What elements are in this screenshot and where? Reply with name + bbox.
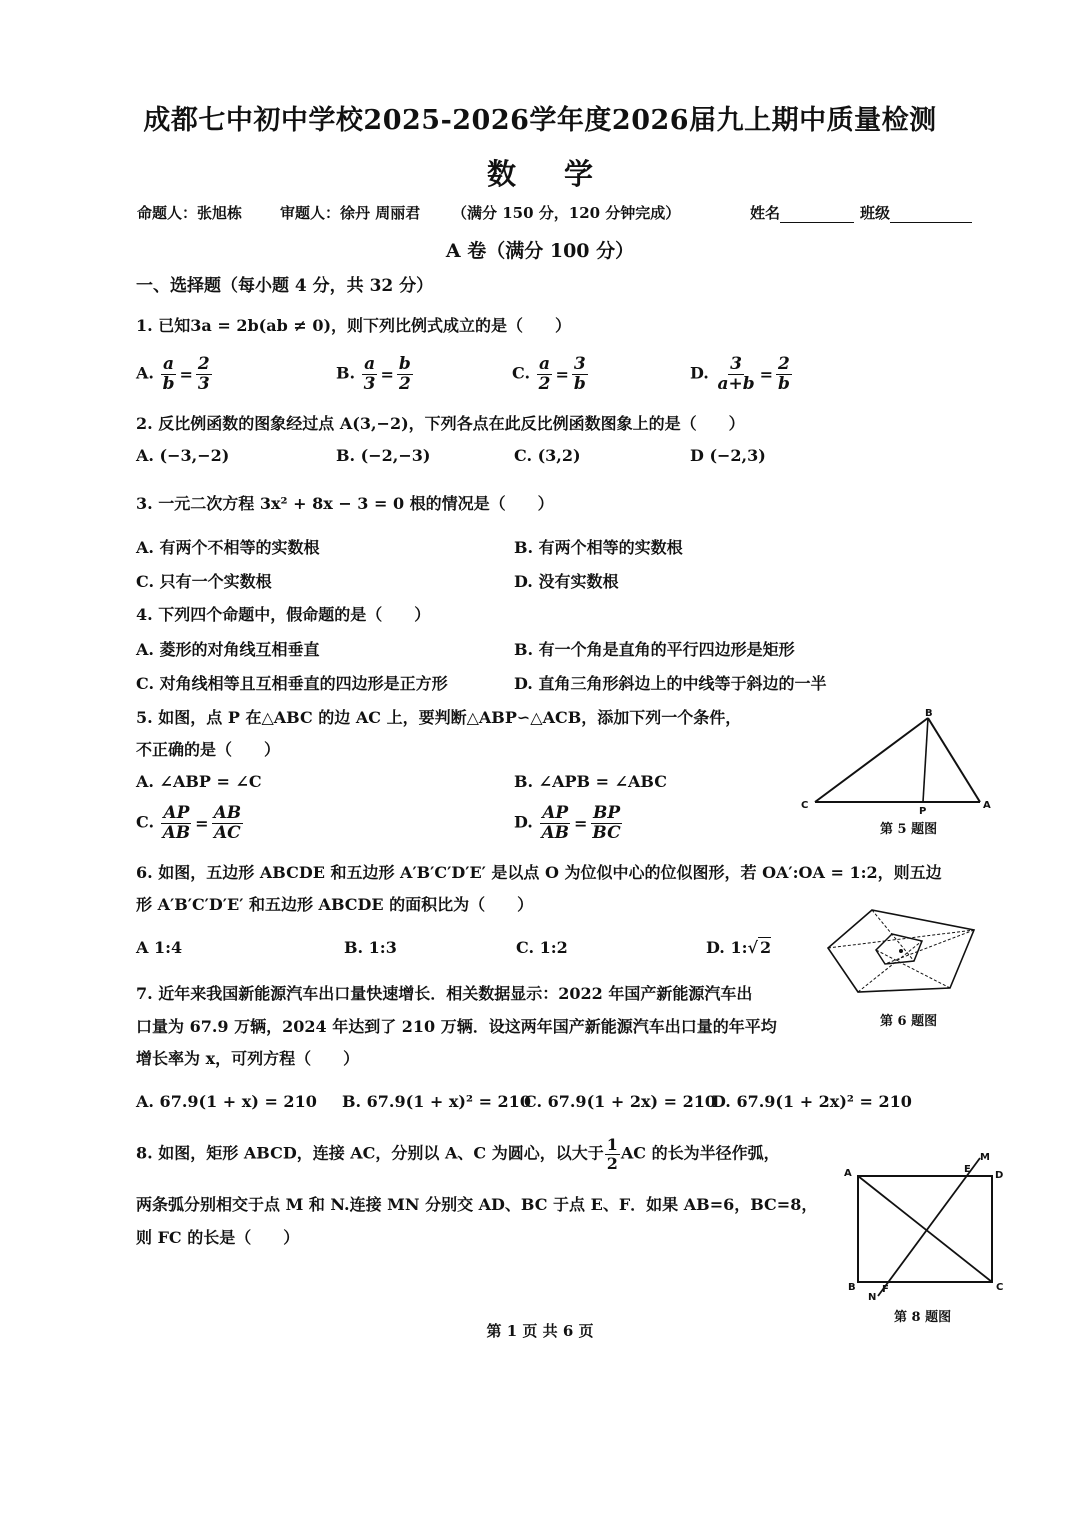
q6-option-b: B. 1:3 — [344, 938, 397, 957]
q4-stem: 4. 下列四个命题中，假命题的是（ ） — [136, 605, 431, 624]
label-p: P — [919, 806, 927, 817]
q7-option-c: C. 67.9(1 + 2x) = 210 — [524, 1092, 716, 1111]
q6-pentagon-figure — [822, 898, 992, 1006]
q5-stem-line2: 不正确的是（ ） — [136, 740, 281, 759]
q4-option-c: C. 对角线相等且互相垂直的四边形是正方形 — [136, 674, 448, 693]
q6-stem-line1: 6. 如图，五边形 ABCDE 和五边形 A′B′C′D′E′ 是以点 O 为位似中心的位似图形，若 OA′:OA = 1:2，则五边 — [136, 863, 942, 882]
q3-stem: 3. 一元二次方程 3x² + 8x − 3 = 0 根的情况是（ ） — [136, 494, 554, 513]
q2-option-b: B. (−2,−3) — [336, 446, 431, 465]
q7-stem-line1: 7. 近年来我国新能源汽车出口量快速增长．相关数据显示：2022 年国产新能源汽车出 — [136, 984, 753, 1003]
q1-option-d: D. $\frac{3}{a+b}$ = $\frac{2}{b}$ — [690, 354, 790, 394]
q5-option-d: D. $\frac{AP}{AB}$ = $\frac{BP}{BC}$ — [514, 803, 621, 843]
q5-option-a: A. ∠ABP = ∠C — [136, 772, 262, 791]
q2-stem: 2. 反比例函数的图象经过点 A(3,−2)，下列各点在此反比例函数图象上的是（ ） — [136, 414, 745, 433]
class-field — [860, 202, 972, 223]
q8-stem-line3: 则 FC 的长是（ ） — [136, 1228, 300, 1247]
q4-option-d: D. 直角三角形斜边上的中线等于斜边的一半 — [514, 674, 827, 693]
q8-stem-line2: 两条弧分别相交于点 M 和 N.连接 MN 分别交 AD、BC 于点 E、F．如果 AB=6，BC=8， — [136, 1195, 818, 1214]
label-m: M — [980, 1152, 990, 1163]
label-n: N — [868, 1292, 877, 1303]
q5-triangle-figure — [795, 706, 995, 831]
q6-caption: 第 6 题图 — [880, 1014, 938, 1029]
q3-option-b: B. 有两个相等的实数根 — [514, 538, 683, 557]
q2-option-d: D (−2,3) — [690, 446, 766, 465]
diagonal-ac — [858, 1176, 992, 1282]
section-heading: 一、选择题（每小题 4 分，共 32 分） — [136, 276, 434, 296]
score-time: （满分 150 分，120 分钟完成） — [452, 204, 681, 222]
label-c: C — [996, 1282, 1004, 1293]
q8-caption: 第 8 题图 — [894, 1310, 952, 1325]
side-cb — [815, 718, 928, 802]
center-o — [899, 949, 903, 953]
q4-option-a: A. 菱形的对角线互相垂直 — [136, 640, 320, 659]
q2-option-a: A. (−3,−2) — [136, 446, 230, 465]
q7-stem-line2: 口量为 67.9 万辆，2024 年达到了 210 万辆．设这两年国产新能源汽车出口量的年平均 — [136, 1017, 777, 1036]
label-b: B — [848, 1282, 856, 1293]
q1-stem: 1. 已知3a = 2b(ab ≠ 0)，则下列比例式成立的是（ ） — [136, 316, 572, 335]
q5-option-c: C. $\frac{AP}{AB}$ = $\frac{AB}{AC}$ — [136, 803, 242, 843]
label-d: D — [995, 1170, 1004, 1181]
class-label: 班级 — [860, 204, 891, 222]
q7-option-d: D. 67.9(1 + 2x)² = 210 — [712, 1092, 912, 1111]
side-ba — [928, 718, 980, 802]
label-f: F — [882, 1284, 889, 1295]
q6-stem-line2: 形 A′B′C′D′E′ 和五边形 ABCDE 的面积比为（ ） — [136, 895, 534, 914]
q6-option-c: C. 1:2 — [516, 938, 568, 957]
q1-option-b: B. $\frac{a}{3}$ = $\frac{b}{2}$ — [336, 354, 411, 394]
line-mn — [878, 1158, 980, 1296]
q7-option-b: B. 67.9(1 + x)² = 210 — [342, 1092, 531, 1111]
q1-option-c: C. $\frac{a}{2}$ = $\frac{3}{b}$ — [512, 354, 586, 394]
q4-option-b: B. 有一个角是直角的平行四边形是矩形 — [514, 640, 795, 659]
label-b: B — [925, 708, 933, 719]
setter: 命题人：张旭栋 — [137, 204, 243, 222]
q5-caption: 第 5 题图 — [880, 822, 938, 837]
label-c: C — [801, 800, 809, 811]
q5-option-b: B. ∠APB = ∠ABC — [514, 772, 667, 791]
exam-title: 成都七中初中学校2025-2026学年度2026届九上期中质量检测 — [143, 105, 937, 136]
paper-a-heading: A 卷（满分 100 分） — [445, 240, 635, 262]
q7-option-a: A. 67.9(1 + x) = 210 — [136, 1092, 317, 1111]
name-label: 姓名 — [750, 204, 781, 222]
name-field — [750, 202, 854, 223]
q8-stem-line1: 8. 如图，矩形 ABCD，连接 AC，分别以 A、C 为圆心，以大于 $\frac{1}{2}$ AC 的长为半径作弧， — [136, 1135, 780, 1173]
ray-4 — [858, 941, 922, 992]
reviewer: 审题人：徐丹 周丽君 — [280, 204, 421, 222]
q2-option-c: C. (3,2) — [514, 446, 581, 465]
q6-option-d: D. 1:√ 2 — [706, 938, 772, 957]
q3-option-d: D. 没有实数根 — [514, 572, 619, 591]
subject-title: 数学 — [486, 157, 641, 191]
q6-option-a: A 1:4 — [136, 938, 183, 957]
q1-option-a: A. $\frac{a}{b}$ = $\frac{2}{3}$ — [136, 354, 210, 394]
class-blank — [890, 206, 972, 223]
name-blank — [780, 206, 854, 223]
label-e: E — [964, 1164, 971, 1175]
q3-option-c: C. 只有一个实数根 — [136, 572, 272, 591]
segment-bp — [923, 718, 928, 802]
label-a: A — [844, 1168, 852, 1179]
q7-stem-line3: 增长率为 x，可列方程（ ） — [136, 1049, 360, 1068]
q3-option-a: A. 有两个不相等的实数根 — [136, 538, 320, 557]
q8-rectangle-figure — [840, 1148, 1012, 1304]
label-a: A — [983, 800, 991, 811]
page-number: 第 1 页 共 6 页 — [486, 1322, 594, 1340]
q5-stem-line1: 5. 如图，点 P 在△ABC 的边 AC 上，要判断△ABP∽△ACB，添加下列一个条件， — [136, 708, 742, 727]
